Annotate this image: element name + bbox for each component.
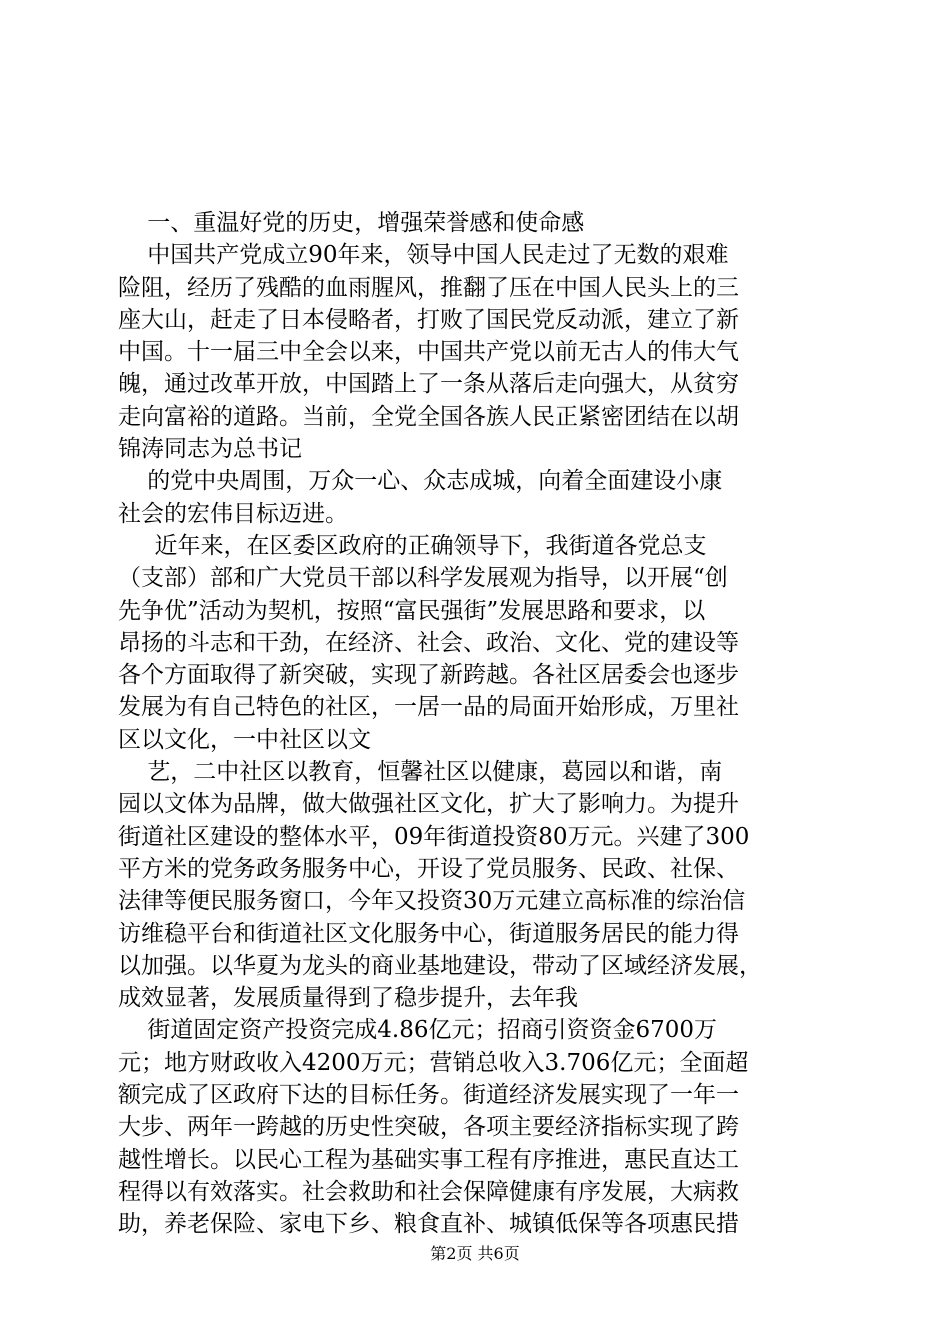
text-line: 元；地方财政收入4200万元；营销总收入3.706亿元；全面超 bbox=[118, 1049, 749, 1076]
text-line: 街道固定资产投资完成4.86亿元；招商引资资金6700万 bbox=[118, 1017, 717, 1044]
text-line: 额完成了区政府下达的目标任务。街道经济发展实现了一年一 bbox=[118, 1082, 739, 1109]
text-line: 一、重温好党的历史，增强荣誉感和使命感 bbox=[118, 210, 585, 236]
text-line: 走向富裕的道路。当前，全党全国各族人民正紧密团结在以胡 bbox=[118, 403, 739, 430]
page-footer: 第2页 共6页 bbox=[430, 1244, 520, 1263]
text-line: 以加强。以华夏为龙头的商业基地建设，带动了区域经济发展， bbox=[118, 952, 762, 979]
text-line: 中国。十一届三中全会以来，中国共产党以前无古人的伟大气 bbox=[118, 339, 739, 366]
text-line: 魄，通过改革开放，中国踏上了一条从落后走向强大，从贫穷 bbox=[118, 371, 739, 398]
text-line: 越性增长。以民心工程为基础实事工程有序推进，惠民直达工 bbox=[118, 1146, 739, 1173]
text-line: 成效显著，发展质量得到了稳步提升，去年我 bbox=[118, 985, 578, 1012]
text-line: 大步、两年一跨越的历史性突破，各项主要经济指标实现了跨 bbox=[118, 1114, 739, 1141]
text-line: 锦涛同志为总书记 bbox=[118, 436, 302, 463]
text-line: 近年来，在区委区政府的正确领导下，我街道各党总支 bbox=[118, 532, 707, 559]
text-line: （支部）部和广大党员干部以科学发展观为指导，以开展“创 bbox=[118, 565, 728, 592]
text-line: 法律等便民服务窗口，今年又投资30万元建立高标准的综治信 bbox=[118, 888, 746, 915]
text-line: 中国共产党成立90年来，领导中国人民走过了无数的艰难 bbox=[118, 242, 729, 269]
text-line: 座大山，赶走了日本侵略者，打败了国民党反动派，建立了新 bbox=[118, 306, 739, 333]
text-line: 助，养老保险、家电下乡、粮食直补、城镇低保等各项惠民措 bbox=[118, 1211, 739, 1238]
text-line: 各个方面取得了新突破，实现了新跨越。各社区居委会也逐步 bbox=[118, 662, 739, 689]
text-line: 险阻，经历了残酷的血雨腥风，推翻了压在中国人民头上的三 bbox=[118, 274, 739, 301]
body-text bbox=[118, 207, 830, 1241]
text-line: 昂扬的斗志和干劲，在经济、社会、政治、文化、党的建设等 bbox=[118, 629, 739, 656]
text-line: 平方米的党务政务服务中心，开设了党员服务、民政、社保、 bbox=[118, 855, 739, 882]
text-line: 街道社区建设的整体水平，09年街道投资80万元。兴建了300 bbox=[118, 823, 750, 850]
text-line: 区以文化，一中社区以文 bbox=[118, 726, 371, 753]
text-line: 园以文体为品牌，做大做强社区文化，扩大了影响力。为提升 bbox=[118, 791, 739, 818]
text-line: 发展为有自己特色的社区，一居一品的局面开始形成，万里社 bbox=[118, 694, 739, 721]
text-line: 的党中央周围，万众一心、众志成城，向着全面建设小康 bbox=[118, 468, 723, 495]
text-line: 访维稳平台和街道社区文化服务中心，街道服务居民的能力得 bbox=[118, 920, 739, 947]
text-line: 艺，二中社区以教育，恒馨社区以健康，葛园以和谐，南 bbox=[118, 759, 723, 786]
text-line: 先争优”活动为契机，按照“富民强街”发展思路和要求，以 bbox=[118, 597, 706, 624]
text-line: 程得以有效落实。社会救助和社会保障健康有序发展，大病救 bbox=[118, 1178, 739, 1205]
text-line: 社会的宏伟目标迈进。 bbox=[118, 500, 348, 527]
